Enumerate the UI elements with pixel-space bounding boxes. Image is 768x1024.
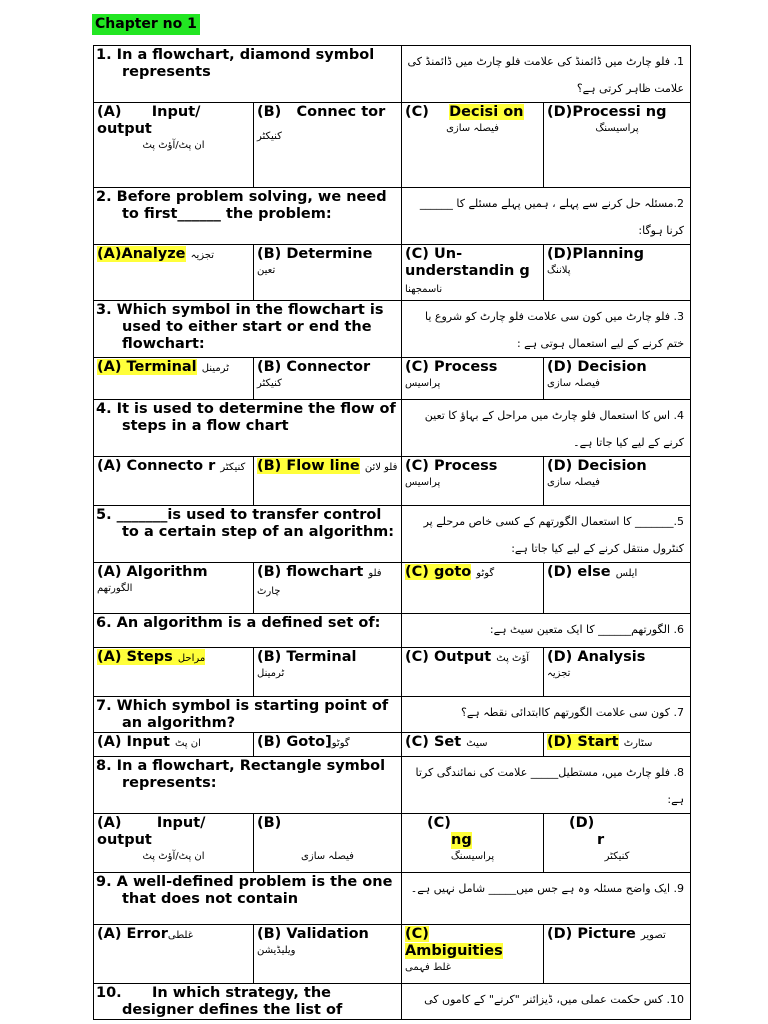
question-2-text: 2. Before problem solving, we need to first______ the problem: [94,188,402,245]
question-5-text: 5. _______is used to transfer control to a certain step of an algorithm: [94,506,402,563]
question-8-text: 8. In a flowchart, Rectangle symbol represents: [94,757,402,814]
option-a[interactable]: (A) Input ان پٹ [94,733,254,757]
question-row [94,757,691,814]
option-d[interactable]: (D) Analysis تجزیہ [544,648,691,697]
option-a[interactable]: (A) Input/ output ان پٹ/آؤٹ پٹ [94,103,254,188]
option-a[interactable]: (A) Connecto r کنیکٹر [94,457,254,506]
question-9-text: 9. A well-defined problem is the one that does not contain [94,873,402,925]
option-a[interactable]: (A) Terminal ٹرمینل [94,358,254,400]
question-3-text: 3. Which symbol in the flowchart is used to either start or end the flowchart: [94,301,402,358]
option-c[interactable]: (C) goto گوٹو [402,563,544,614]
option-b[interactable]: (B) Flow line فلو لائن [254,457,402,506]
options-row [94,733,691,757]
question-row [94,188,691,245]
question-5-urdu: 5._______ کا استعمال الگورتھم کے کسی خاص مرحلے پر کنٹرول منتقل کرنے کے لیے کیا جاتا ہے: [402,506,691,563]
question-6-urdu: 6. الگورتھم______ کا ایک متعین سیٹ ہے: [402,614,691,648]
option-b[interactable]: (B) فیصلہ سازی [254,814,402,873]
question-row [94,697,691,733]
question-3-urdu: 3. فلو چارٹ میں کون سی علامت فلو چارٹ کو شروع یا ختم کرنے کے لیے استعمال ہوتی ہے : [402,301,691,358]
option-d[interactable]: (D)Processi ng پراسیسنگ [544,103,691,188]
question-row [94,301,691,358]
option-c[interactable]: (C) Process پراسیس [402,358,544,400]
question-7-text: 7. Which symbol is starting point of an algorithm? [94,697,402,733]
option-c[interactable]: (C) Un-understandin g ناسمجھنا [402,245,544,301]
options-row [94,245,691,301]
option-d[interactable]: (D) Decision فیصلہ سازی [544,457,691,506]
option-a[interactable]: (A) Input/ output ان پٹ/آؤٹ پٹ [94,814,254,873]
question-8-urdu: 8. فلو چارٹ میں، مستطیل_____ علامت کی نمائندگی کرتا ہے: [402,757,691,814]
options-row [94,358,691,400]
option-c[interactable]: (C) Ambiguities غلط فہمی [402,925,544,984]
option-a[interactable]: (A) Errorغلطی [94,925,254,984]
question-6-text: 6. An algorithm is a defined set of: [94,614,402,648]
question-row [94,506,691,563]
option-c[interactable]: (C) Output آؤٹ پٹ [402,648,544,697]
option-b[interactable]: (B) Connector کنیکٹر [254,358,402,400]
option-b[interactable]: (B) Determine تعین [254,245,402,301]
question-row [94,984,691,1020]
options-row [94,648,691,697]
question-2-urdu: 2.مسئلہ حل کرنے سے پہلے ، ہمیں پہلے مسئلے کا ______ کرنا ہوگا: [402,188,691,245]
option-d[interactable]: (D)Planning پلاننگ [544,245,691,301]
option-d[interactable]: (D) Start سٹارٹ [544,733,691,757]
option-b[interactable]: (B) flowchart فلو چارٹ [254,563,402,614]
option-a[interactable]: (A) Steps مراحل [94,648,254,697]
question-4-text: 4. It is used to determine the flow of steps in a flow chart [94,400,402,457]
question-row [94,46,691,103]
options-row [94,563,691,614]
question-4-urdu: 4. اس کا استعمال فلو چارٹ میں مراحل کے بہاؤ کا تعین کرنے کے لیے کیا جاتا ہے۔ [402,400,691,457]
options-row [94,814,691,873]
option-d[interactable]: (D) r کنیکٹر [544,814,691,873]
option-b[interactable]: (B) Connec tor کنیکٹر [254,103,402,188]
question-1-text: 1. In a flowchart, diamond symbol represents [94,46,402,103]
option-b[interactable]: (B) Goto]گوٹو [254,733,402,757]
option-c[interactable]: (C) Process پراسیس [402,457,544,506]
question-table [93,45,691,1020]
question-10-text: 10. In which strategy, the designer defines the list of [94,984,402,1020]
question-7-urdu: 7. کون سی علامت الگورتھم کاابتدائی نقطہ ہے؟ [402,697,691,733]
option-b[interactable]: (B) Validation ویلیڈیشن [254,925,402,984]
option-c[interactable]: (C) Decisi on فیصلہ سازی [402,103,544,188]
question-9-urdu: 9. ایک واضح مسئلہ وہ ہے جس میں_____ شامل نہیں ہے۔ [402,873,691,925]
option-c[interactable]: (C) Set سیٹ [402,733,544,757]
options-row [94,925,691,984]
option-b[interactable]: (B) Terminal ٹرمینل [254,648,402,697]
options-row [94,457,691,506]
question-row [94,873,691,925]
question-row [94,614,691,648]
question-10-urdu: 10. کس حکمت عملی میں، ڈیزائنر "کرنے" کے کاموں کی [402,984,691,1020]
question-1-urdu: 1. فلو چارٹ میں ڈائمنڈ کی علامت فلو چارٹ میں ڈائمنڈ کی علامت ظاہر کرتی ہے؟ [402,46,691,103]
option-d[interactable]: (D) Decision فیصلہ سازی [544,358,691,400]
option-a[interactable]: (A)Analyze تجزیہ [94,245,254,301]
question-row [94,400,691,457]
chapter-title: Chapter no 1 [92,14,200,35]
option-a[interactable]: (A) Algorithm الگورتھم [94,563,254,614]
option-c[interactable]: (C) ng پراسیسنگ [402,814,544,873]
option-d[interactable]: (D) else ایلس [544,563,691,614]
options-row [94,103,691,188]
option-d[interactable]: (D) Picture تصویر [544,925,691,984]
